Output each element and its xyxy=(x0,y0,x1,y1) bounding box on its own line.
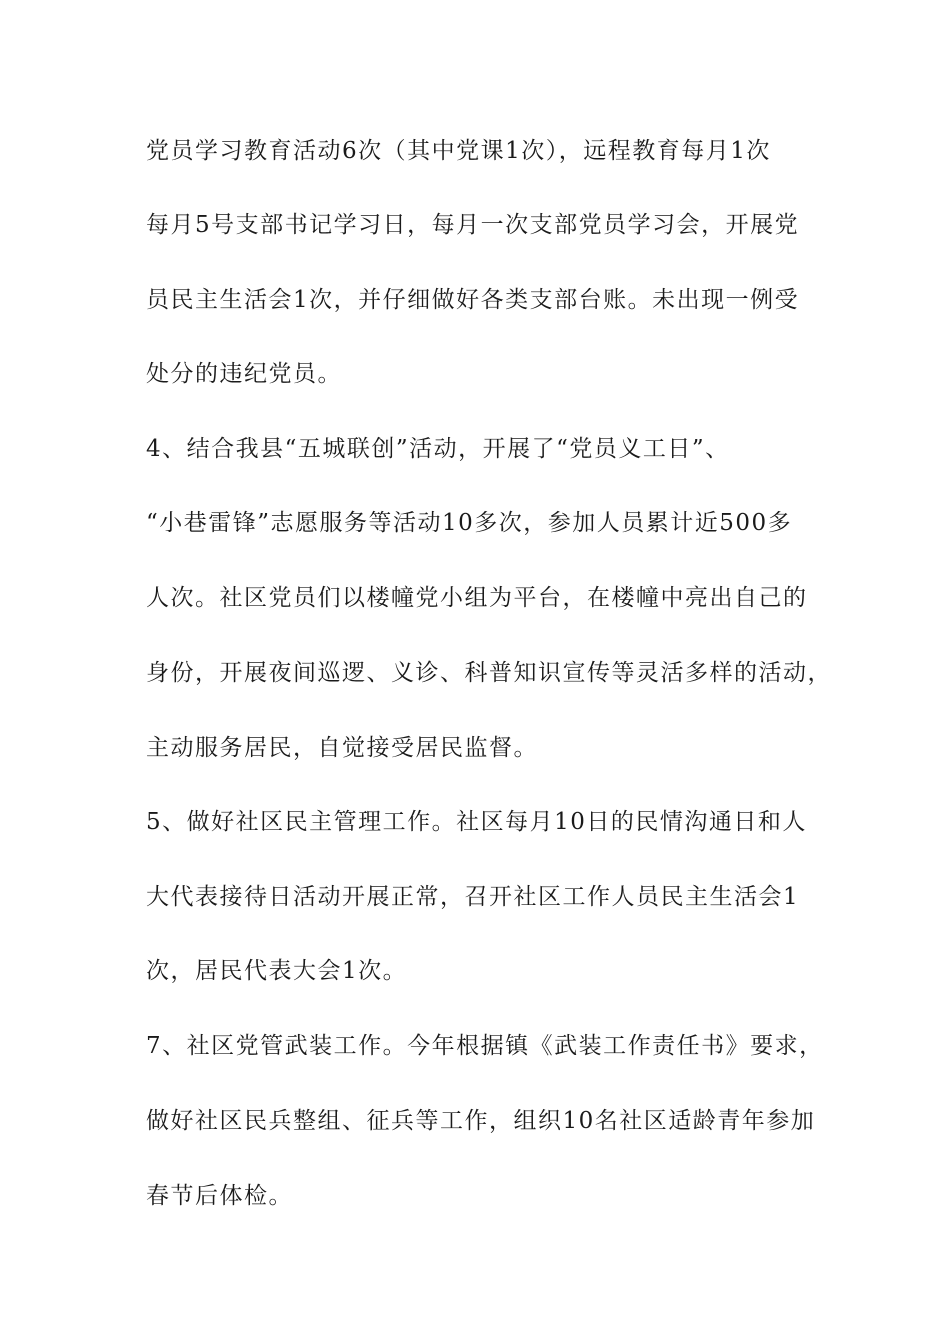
text-line: 4、结合我县“五城联创”活动，开展了“党员义工日”、 xyxy=(146,436,730,462)
text-line: 身份，开展夜间巡逻、义诊、科普知识宣传等灵活多样的活动， xyxy=(146,660,832,686)
text-line: 主动服务居民，自觉接受居民监督。 xyxy=(146,735,538,761)
text-line: 党员学习教育活动6次（其中党课1次），远程教育每月1次 xyxy=(146,138,771,164)
text-line: 大代表接待日活动开展正常，召开社区工作人员民主生活会1 xyxy=(146,884,800,910)
text-line: 7、社区党管武装工作。今年根据镇《武装工作责任书》要求， xyxy=(146,1033,824,1059)
text-line: 人次。社区党员们以楼幢党小组为平台，在楼幢中亮出自己的 xyxy=(146,585,808,611)
text-line: 员民主生活会1次，并仔细做好各类支部台账。未出现一例受 xyxy=(146,287,800,313)
text-line: 5、做好社区民主管理工作。社区每月10日的民情沟通日和人 xyxy=(146,809,807,835)
text-line: 每月5号支部书记学习日，每月一次支部党员学习会，开展党 xyxy=(146,212,800,238)
text-line: 做好社区民兵整组、征兵等工作，组织10名社区适龄青年参加 xyxy=(146,1108,816,1134)
text-line: 次，居民代表大会1次。 xyxy=(146,958,408,984)
text-line: “小巷雷锋”志愿服务等活动10多次，参加人员累计近500多 xyxy=(146,510,793,536)
text-line: 春节后体检。 xyxy=(146,1183,293,1209)
text-line: 处分的违纪党员。 xyxy=(146,361,342,387)
